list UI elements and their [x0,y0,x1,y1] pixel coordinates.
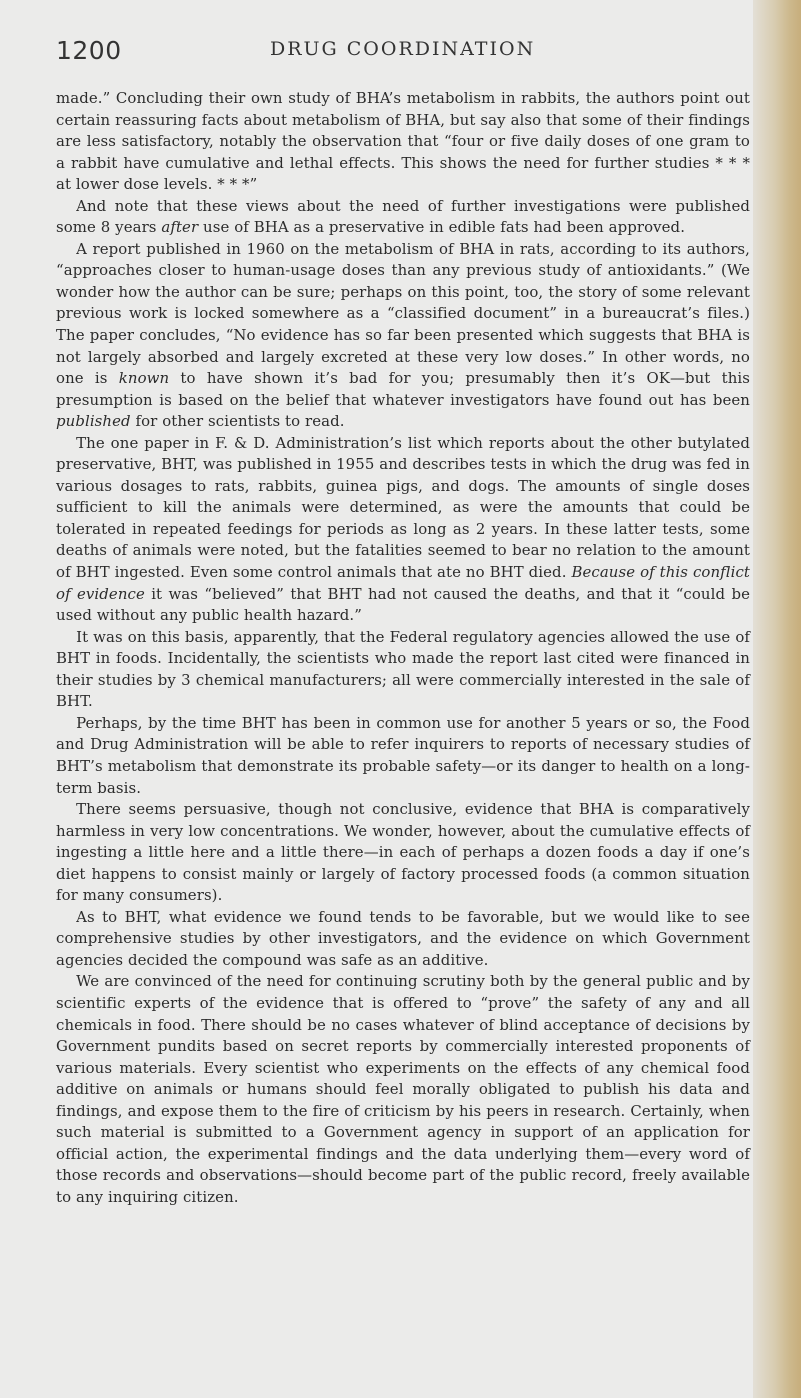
text-segment: As to BHT, what evidence we found tends to be favorable, but we would like to see comprehensive studies by other investigators, and the evidence on which Government agencies decided the compound was safe as an additive. [56,907,750,969]
italic-text: published [56,412,131,431]
paragraph [56,196,750,239]
page-number: 1200 [56,36,122,65]
paragraph [56,627,750,713]
page-header [56,36,736,70]
paragraph [56,971,750,1208]
text-segment: The one paper in F. & D. Administration’s list which reports about the other butylated preservative, BHT, was published in 1955 and describes tests in which the drug was fed in various dosages to rats, rabbits, guinea pigs, and dogs. The amounts of single doses sufficient to kill the animals were determined, as were the amounts that could be tolerated in repeated feedings for periods as long as 2 years. In these latter tests, some deaths of animals were noted, but the fatalities seemed to bear no relation to the amount of BHT ingested. Even some control animals that ate no BHT died. [56,433,750,582]
article-body [56,88,750,1208]
italic-text: known [118,369,170,388]
text-segment: We are convinced of the need for continuing scrutiny both by the general public and by scientific experts of the evidence that is offered to “prove” the safety of any and all chemicals in food. There should be no cases whatever of blind acceptance of decisions by Government pundits based on secret reports by commercially interested proponents of various materials. Every scientist who experiments on the effects of any chemical food additive on animals or humans should feel morally obligated to publish his data and findings, and expose them to the fire of criticism by his peers in research. Certainly, when such material is submitted to a Government agency in support of an application for official action, the experimental findings and the data underlying them—every word of those records and observations—should become part of the public record, freely available to any inquiring citizen. [56,972,750,1206]
page-edge-shadow [753,0,801,1398]
italic-text: Because of this conflict of evidence [56,563,750,603]
text-segment: use of BHA as a preservative in edible fats had been approved. [198,218,686,237]
text-segment: There seems persuasive, though not conclusive, evidence that BHA is comparatively harmless in very low concentrations. We wonder, however, about the cumulative effects of ingesting a little here and a little there—in each of perhaps a dozen foods a day if one’s diet happens to consist mainly or largely of factory processed foods (a common situation for many consumers). [56,800,750,905]
text-segment: it was “believed” that BHT had not caused the deaths, and that it “could be used without any public health hazard.” [56,584,750,625]
paragraph [56,239,750,433]
paragraph [56,907,750,972]
paragraph [56,433,750,627]
text-segment: Perhaps, by the time BHT has been in common use for another 5 years or so, the Food and Drug Administration will be able to refer inquirers to reports of necessary studies of BHT’s metabolism that demonstrate its probable safety—or its danger to health on a long-term basis. [56,713,750,797]
text-segment: for other scientists to read. [130,412,345,431]
text-segment: It was on this basis, apparently, that the Federal regulatory agencies allowed the use of BHT in foods. Incidentally, the scientists who made the report last cited were financed in their studies by 3 chemical manufacturers; all were commercially interested in the sale of BHT. [56,627,750,711]
italic-text: after [161,218,199,237]
running-title: DRUG COORDINATION [270,38,536,60]
text-segment: And note that these views about the need of further investigations were published some 8 years [56,196,750,237]
text-segment: made.” Concluding their own study of BHA’s metabolism in rabbits, the authors point out certain reassuring facts about metabolism of BHA, but say also that some of their findings are less satisfactory, notably the observation that “four or five daily doses of one gram to a rabbit have cumulative and lethal effects. This shows the need for further studies * * * at lower dose levels. * * *” [56,89,750,194]
paragraph [56,88,750,196]
text-segment: to have shown it’s bad for you; presumably then it’s OK—but this presumption is based on the belief that whatever investigators have found out has been [56,369,750,409]
text-segment: A report published in 1960 on the metabolism of BHA in rats, according to its authors, “approaches closer to human-usage doses than any previous study of antioxidants.” (We wonder how the author can be sure; perhaps on this point, too, the story of some relevant previous work is locked somewhere as a “classified document” in a bureaucrat’s files.) The paper concludes, “No evidence has so far been presented which suggests that BHA is not largely absorbed and largely excreted at these very low doses.” In other words, no one is [56,239,750,388]
paragraph [56,713,750,799]
paragraph [56,799,750,907]
